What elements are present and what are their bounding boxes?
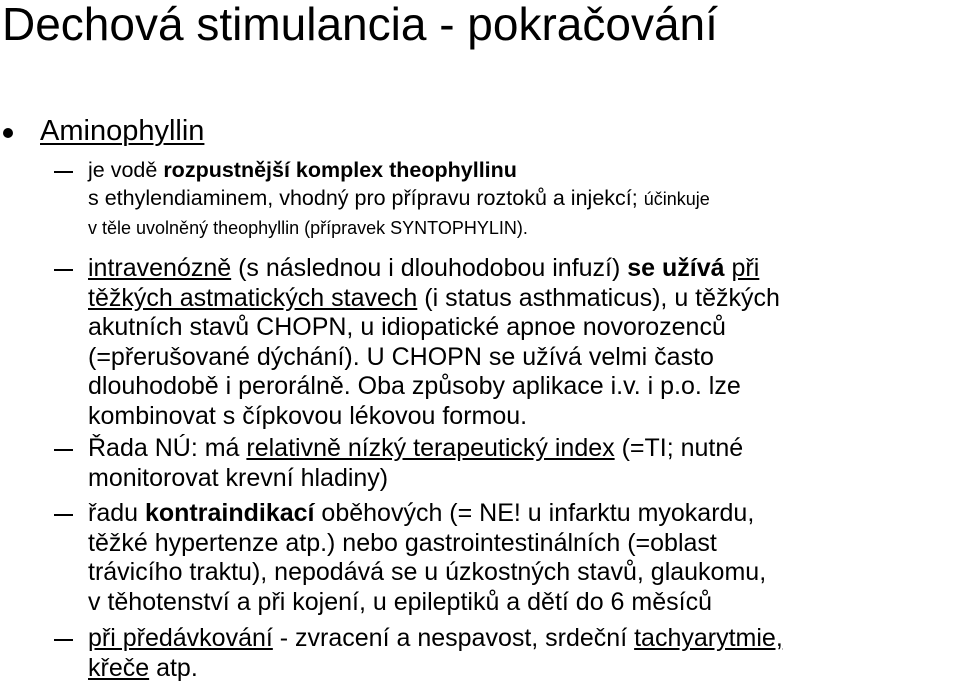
text-line: [88, 254, 780, 284]
text-line: [88, 624, 783, 654]
text-segment: s ethylendiaminem, vhodný pro přípravu roztoků a injekcí;: [88, 186, 644, 210]
text-line: [88, 284, 780, 314]
text-segment: kontraindikací: [144, 499, 315, 527]
text-segment: při předávkování: [88, 624, 273, 652]
bullet-heading: Aminophyllin: [40, 115, 205, 147]
text-line: [88, 499, 766, 529]
dash-icon: [54, 514, 73, 516]
dash-icon: [54, 449, 73, 451]
text-segment: v těle uvolněný theophyllin (přípravek SYNTOPHYLIN).: [88, 218, 528, 238]
dash-icon: [54, 269, 73, 271]
text-segment: - zvracení a nespavost, srdeční: [272, 624, 635, 652]
text-line: [88, 654, 783, 684]
text-line: [88, 434, 743, 464]
text-line: [88, 213, 710, 242]
text-segment: oběhových (= NE! u infarktu myokardu,: [314, 499, 755, 527]
text-line: [88, 558, 766, 588]
text-segment: Řada NÚ: má: [88, 434, 247, 462]
text-line: [88, 313, 780, 343]
text-segment: (i status asthmaticus), u těžkých: [417, 283, 780, 312]
text-segment: atp.: [149, 653, 198, 682]
text-line: [88, 156, 710, 184]
sub-item-text: [88, 624, 783, 683]
text-segment: se užívá: [627, 254, 725, 282]
dash-icon: [54, 171, 73, 173]
sub-item-text: [88, 254, 780, 431]
text-segment: (=přerušované dýchání). U CHOPN se užívá velmi často: [88, 342, 714, 371]
text-segment: v těhotenství a při kojení, u epileptiků a dětí do 6 měsíců: [88, 587, 712, 616]
text-line: [88, 343, 780, 373]
text-segment: akutních stavů CHOPN, u idiopatické apnoe novorozenců: [88, 313, 726, 341]
bullet-dot-icon: [3, 128, 13, 138]
text-segment: trávicího traktu), nepodává se u úzkostných stavů, glaukomu,: [88, 558, 767, 586]
text-segment: dlouhodobě i perorálně. Oba způsoby aplikace i.v. i p.o. lze: [88, 372, 741, 400]
text-segment: řadu: [88, 499, 145, 527]
sub-item-text: [88, 499, 766, 617]
slide-title: Dechová stimulancia - pokračování: [2, 0, 718, 50]
text-segment: tachyarytmie,: [634, 624, 783, 652]
text-line: [88, 402, 780, 432]
text-segment: křeče: [88, 653, 150, 682]
text-segment: (s následnou i dlouhodobou infuzí): [231, 254, 628, 282]
text-segment: kombinovat s čípkovou lékovou formou.: [88, 401, 528, 430]
text-segment: je vodě: [88, 158, 164, 182]
text-segment: monitorovat krevní hladiny): [88, 463, 389, 492]
text-line: [88, 464, 743, 494]
text-segment: (=TI; nutné: [614, 434, 744, 462]
text-segment: při: [731, 254, 760, 282]
text-line: [88, 529, 766, 559]
text-line: [88, 184, 710, 213]
text-segment: intravenózně: [88, 254, 232, 282]
sub-item-text: [88, 156, 710, 242]
text-line: [88, 588, 766, 618]
text-segment: rozpustnější komplex theophyllinu: [163, 158, 517, 182]
text-segment: těžké hypertenze atp.) nebo gastrointestinálních (=oblast: [88, 528, 717, 557]
text-segment: [725, 254, 732, 282]
sub-item-text: [88, 434, 743, 493]
text-line: [88, 372, 780, 402]
text-segment: relativně nízký terapeutický index: [246, 434, 615, 462]
dash-icon: [54, 639, 73, 641]
text-segment: účinkuje: [643, 189, 710, 209]
text-segment: těžkých astmatických stavech: [88, 283, 418, 312]
